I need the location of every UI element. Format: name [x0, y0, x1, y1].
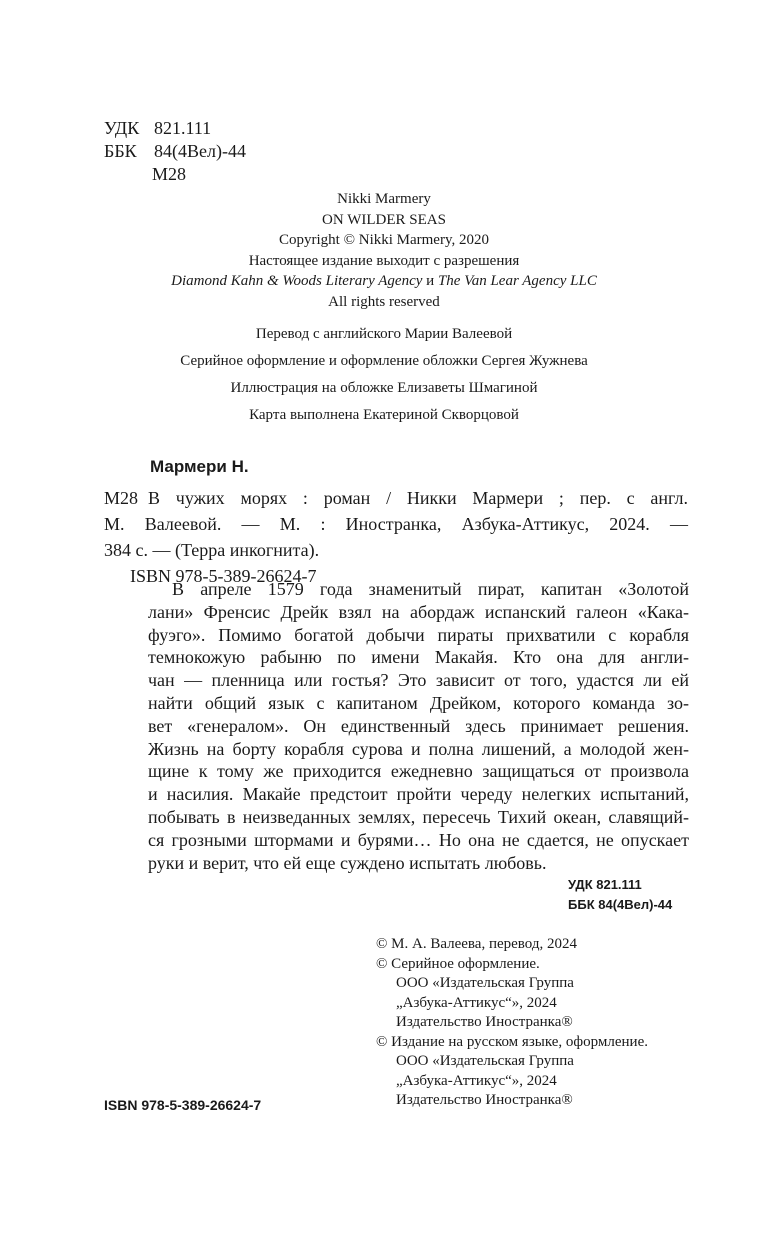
udk-label: УДК — [104, 118, 140, 138]
catalog-record — [104, 485, 688, 589]
bbk-repeat: ББК 84(4Вел)-44 — [568, 897, 673, 912]
catalog-line: 384 с. — (Терра инкогнита). — [104, 540, 320, 560]
catalog-line: М. Валеевой. — М. : Иностранка, Азбука-Аттикус, 2024. — — [104, 514, 688, 534]
permission-line: Настоящее издание выходит с разрешения — [248, 252, 520, 269]
classification-block — [104, 117, 246, 186]
annotation-line: лани» Френсис Дрейк взял на абордаж испанский галеон «Кака- — [148, 601, 689, 622]
annotation-line: фуэго». Помимо богатой добычи пираты прихватили с корабля — [148, 624, 689, 645]
isbn-bottom: ISBN 978-5-389-26624-7 — [104, 1097, 262, 1113]
copyright-line: ООО «Издательская Группа — [396, 1053, 574, 1069]
author-en: Nikki Marmery — [337, 191, 431, 207]
classification-repeat — [568, 875, 672, 915]
annotation-line: чан — пленница или гостья? Это зависит от того, удастся ли ей — [148, 670, 689, 691]
catalog-line: В чужих морях : роман / Никки Мармери ; пер. с англ. — [148, 488, 688, 508]
annotation — [148, 578, 689, 874]
annotation-line: вет «генералом». Он единственный здесь принимает решения. — [148, 715, 689, 736]
agency-1: Diamond Kahn & Woods Literary Agency — [171, 273, 423, 289]
annotation-line: В апреле 1579 года знаменитый пират, капитан «Золотой — [172, 579, 689, 599]
title-en: ON WILDER SEAS — [322, 211, 446, 228]
design-credit: Серийное оформление и оформление обложки Сергея Жужнева — [180, 353, 588, 369]
bbk-label: ББК — [104, 141, 137, 161]
copyright-line: Издательство Иностранка® — [396, 1014, 573, 1030]
bbk-row — [104, 140, 246, 163]
map-credit: Карта выполнена Екатериной Скворцовой — [249, 407, 519, 423]
annotation-line: щине к тому же приходится ежедневно защищаться от произвола — [148, 761, 689, 782]
copyright-line: © М. А. Валеева, перевод, 2024 — [376, 936, 577, 952]
contributors — [0, 321, 768, 429]
annotation-line: и насилия. Макайе предстоит пройти череду нелегких испытаний, — [148, 784, 689, 805]
catalog-author-mark: М28 — [104, 488, 139, 508]
annotation-line: темнокожую рабыню по имени Макайя. Кто она для англи- — [148, 647, 689, 668]
udk-repeat: УДК 821.111 — [568, 877, 642, 892]
bbk-value: 84(4Вел)-44 — [154, 141, 246, 161]
agencies-line — [0, 271, 768, 292]
rights-line: All rights reserved — [328, 293, 440, 310]
catalog-isbn: ISBN 978-5-389-26624-7 — [130, 566, 317, 586]
annotation-line: руки и верит, что ей еще суждено испытать любовь. — [148, 852, 547, 873]
annotation-line: Жизнь на борту корабля сурова и полна лишений, а молодой жен- — [148, 738, 689, 759]
illustration-credit: Иллюстрация на обложке Елизаветы Шмагиной — [230, 380, 538, 396]
copyright-block — [376, 935, 648, 1111]
copyright-line: ООО «Издательская Группа — [396, 975, 574, 991]
author-heading: Мармери Н. — [150, 457, 249, 476]
copyright-en: Copyright © Nikki Marmery, 2020 — [279, 232, 489, 248]
copyright-line: © Серийное оформление. — [376, 955, 540, 972]
annotation-line: ся грозными штормами и бурями… Но она не сдается, не опускает — [148, 829, 689, 850]
original-credits — [0, 189, 768, 312]
author-mark: М28 — [152, 164, 187, 184]
copyright-line: „Азбука-Аттикус“», 2024 — [396, 1072, 557, 1089]
copyright-line: Издательство Иностранка® — [396, 1092, 573, 1108]
udk-row — [104, 117, 246, 140]
annotation-line: побывать в неизведанных землях, пересечь Тихий океан, славящий- — [148, 806, 689, 827]
udk-value: 821.111 — [154, 118, 212, 138]
copyright-line: © Издание на русском языке, оформление. — [376, 1033, 648, 1050]
annotation-line: найти общий язык с капитаном Дрейком, которого команда зо- — [148, 692, 689, 713]
translator-credit: Перевод с английского Марии Валеевой — [255, 326, 513, 342]
copyright-line: „Азбука-Аттикус“», 2024 — [396, 994, 557, 1011]
agency-conj: и — [426, 273, 435, 289]
agency-2: The Van Lear Agency LLC — [437, 273, 597, 289]
